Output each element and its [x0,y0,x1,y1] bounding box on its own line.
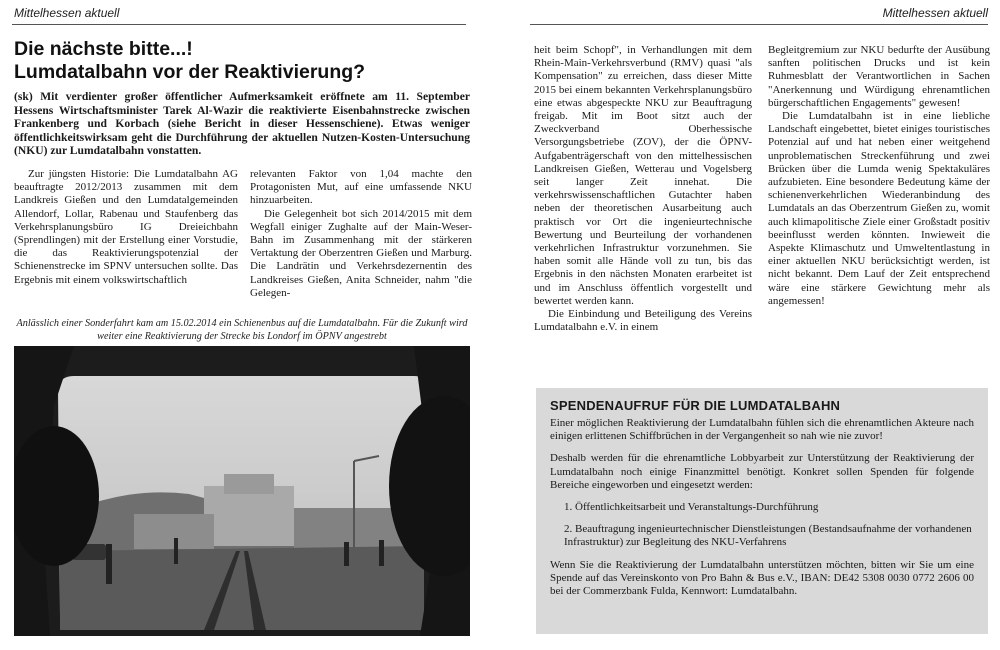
article-lead: (sk) Mit verdienter großer öffentlicher Aufmerksamkeit eröffnete am 11. September Hessens Wirtschaftsminister Tarek Al-Wazir die reaktivierte Eisenbahnstrecke zwischen Frankenberg und Korbach (siehe Bericht in dieser Hessenschiene). Etwas weniger öffentlichkeitswirksam geht die Durchführung der aktuellen Nutzen-Kosten-Untersuchung (NKU) zur Lumdatalbahn vonstatten. [14,90,470,158]
paragraph: Die Gelegenheit bot sich 2014/2015 mit dem Wegfall einiger Zughalte auf der Main-Weser-Bahn im Zusammenhang mit der stärkeren Vertaktung der Oberzentren Gießen und Marburg. Die Landrätin und Verkehrsdezernentin des Landkreises Gießen, Anita Schneider, nahm "die Gelegen- [250,207,472,299]
article-headline [14,38,474,84]
donation-appeal-box [536,388,988,634]
donation-box-paragraph: Wenn Sie die Reaktivierung der Lumdatalbahn unterstützen möchten, bitten wir Sie um eine Spende auf das Vereinskonto von Pro Bahn & Bus e.V., IBAN: DE42 5308 0030 0772 2606 00 bei der Commerzbank Fulda, Kennwort: Lumdatalbahn. [550,558,974,598]
paragraph: Die Einbindung und Beteiligung des Vereins Lumdatalbahn e.V. in einem [534,308,752,334]
donation-box-paragraph: Einer möglichen Reaktivierung der Lumdatalbahn fühlen sich die ehrenamtlichen Akteure nach einigen erlittenen Schiffbrüchen in der Vergangenheit so nah wie nie zuvor! [550,417,974,443]
article-column-2 [250,168,472,300]
page-header-left: Mittelhessen aktuell [14,6,120,20]
header-rule-right [530,24,988,25]
paragraph: Die Lumdatalbahn ist in eine liebliche Landschaft eingebettet, bietet einiges touristisches Potenzial auf und hat neben einer weitgehend unproblematischen Streckenführung und zwei Brücken über die Lumda wenig Spektakuläres aufzubieten. Eine besondere Bedeutung käme der schienenverkehrlichen Wiederanbindung des Lumdatals an das Oberzentrum Gießen zu, womit auch klimapolitische Ziele einer Großstadt positiv beeinflusst werden könnten. Inwieweit die Aspekte Klimaschutz und Umweltentlastung in einer aktuellen NKU berücksichtigt werden, ist nicht bekannt. Dem Lauf der Zeit entsprechend wäre eine stärkere Gewichtung mehr als angemessen! [768,110,990,307]
article-column-1 [14,168,238,287]
list-item: 2. Beauftragung ingenieurtechnischer Dienstleistungen (Bestandsaufnahme der vorhandenen Infrastruktur) zur Begleitung des NKU-Verfahrens [564,523,972,549]
railbus-window-photo [14,346,470,636]
donation-box-paragraph: Deshalb werden für die ehrenamtliche Lobbyarbeit zur Unterstützung der Reaktivierung der Lumdatalbahn noch einige Finanzmittel benötigt. Konkret sollen Spenden für folgende Bereiche eingeworben und eingesetzt werden: [550,452,974,491]
page-gutter [488,0,512,650]
donation-box-title: SPENDENAUFRUF FÜR DIE LUMDATALBAHN [550,398,841,413]
paragraph: heit beim Schopf", in Verhandlungen mit dem Rhein-Main-Verkehrsverbund (RMV) quasi "als Kompensation" zu erreichen, dass dieser Mitte 2015 bei einem bekannten Verkehrsplanungsbüro eine etwas abgespeckte NKU zur Beauftragung freigab. Mit im Boot sitzt auch der Zweckverband Oberhessische Versorgungsbetriebe (ZOV), der die ÖPNV-Aufgabenträgerschaft von den mittelhessischen Landkreisen Gießen, Wetterau und Vogelsberg seit langer Zeit innehat. Die verkehrswissenschaftlichen Gutachter haben neben der theoretischen Ausarbeitung auch praktisch vor Ort die ingenieurtechnische Bewertung und Beurteilung der vorhandenen verkehrlichen Infrastruktur vorzunehmen. Sie haben somit alle Hände voll zu tun, bis das Ergebnis in den nächsten Monaten erarbeitet ist und im Anschluss öffentlich vorgestellt und bewertet werden kann. [534,44,752,307]
paragraph: Zur jüngsten Historie: Die Lumdatalbahn AG beauftragte 2012/2013 zusammen mit dem Landkreis Gießen und den Lumdatalgemeinden Allendorf, Lollar, Rabenau und Staufenberg das Verkehrsplanungsbüro IG Dreieichbahn (Sprendlingen) mit der Erstellung einer Vorstudie, die das Reaktivierungspotenzial der Schienenstrecke im SPNV untersuchen sollte. Das Ergebnis mit einem volkswirtschaftlich [14,168,238,286]
paragraph: Begleitgremium zur NKU bedurfte der Ausübung sanften politischen Drucks und ist kein Ruhmesblatt der Verantwortlichen in Sachen "Anerkennung und Würdigung ehrenamtlichen bürgerschaftlichen Engagements" gewesen! [768,44,990,109]
article-column-3 [534,44,752,334]
donation-purpose-list [550,501,974,550]
photo-caption: Anlässlich einer Sonderfahrt kam am 15.02.2014 ein Schienenbus auf die Lumdatalbahn. Für die Zukunft wird weiter eine Reaktivierung der Strecke bis Londorf im ÖPNV angestrebt [16,318,468,342]
header-rule-left [12,24,466,25]
headline-line-1: Die nächste bitte...! [14,38,193,60]
paragraph: relevanten Faktor von 1,04 machte den Protagonisten Mut, auf eine umfassende NKU hinzuarbeiten. [250,168,472,207]
article-column-4 [768,44,990,308]
headline-line-2: Lumdatalbahn vor der Reaktivierung? [14,61,366,83]
photo-illustration [14,346,470,636]
list-item: 1. Öffentlichkeitsarbeit und Veranstaltungs-Durchführung [564,501,819,514]
page-header-right: Mittelhessen aktuell [882,6,988,20]
